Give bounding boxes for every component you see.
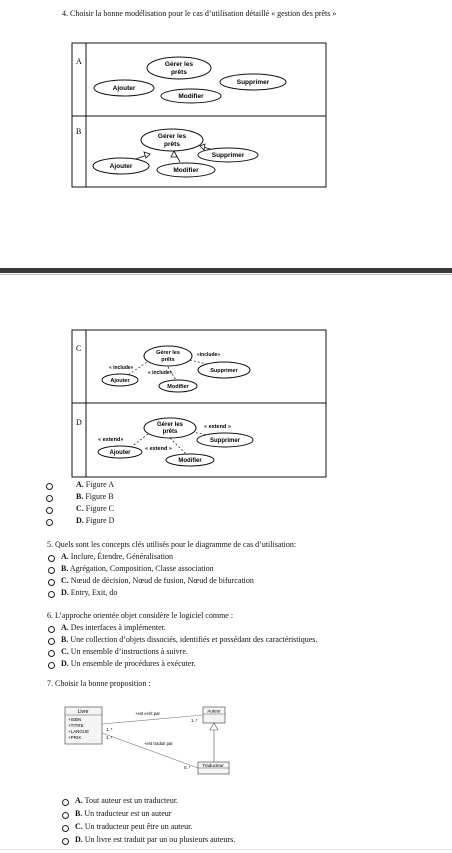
figure-d: [98, 418, 253, 466]
question-4-title: 4. Choisir la bonne modélisation pour le cas d’utilisation détaillé « gestion des prêts »: [62, 9, 337, 18]
svg-text:Gérer les: Gérer les: [156, 422, 184, 428]
q7-option-b-radio[interactable]: [62, 812, 69, 819]
q4-option-a[interactable]: A. Figure A: [76, 480, 115, 489]
figure-c: [102, 346, 250, 392]
q7-option-d-radio[interactable]: [62, 838, 69, 845]
assoc-est-ecrit-par: +est ecrit par: [135, 711, 160, 716]
svg-text:Modifier: Modifier: [167, 384, 189, 390]
q5-option-c[interactable]: C. Nœud de décision, Nœud de fusion, Nœud de bifurcation: [61, 576, 254, 585]
label-b: B: [76, 127, 82, 136]
q7-option-c-radio[interactable]: [62, 825, 69, 832]
svg-text:Supprimer: Supprimer: [209, 438, 241, 444]
attr-titre: +TITRE: [68, 723, 84, 728]
uml-class-diagram: [60, 700, 235, 788]
label-d: D: [76, 418, 82, 427]
attr-prix: +PRIX: [68, 735, 82, 740]
q5-option-c-radio[interactable]: [48, 579, 55, 586]
svg-text:Gérer les: Gérer les: [164, 61, 194, 68]
svg-text:Ajouter: Ajouter: [109, 450, 131, 456]
svg-text:Ajouter: Ajouter: [109, 163, 133, 170]
svg-text:prêts: prêts: [162, 429, 178, 435]
page-break-shadow: [0, 274, 452, 275]
svg-text:Modifier: Modifier: [173, 167, 199, 174]
q6-option-d[interactable]: D. Un ensemble de procédures à exécuter.: [61, 659, 196, 668]
multiplicity-1: 1..*: [191, 718, 198, 723]
multiplicity-2: 1..*: [106, 727, 113, 732]
figure-cd-table: [0, 320, 452, 480]
q4-option-b-radio[interactable]: [46, 495, 53, 502]
stereotype-extend-3: « extend »: [204, 424, 231, 430]
q5-option-d-radio[interactable]: [48, 591, 55, 598]
stereotype-extend-1: « extend»: [98, 437, 124, 443]
q7-option-a[interactable]: A. Tout auteur est un traducteur.: [75, 796, 179, 805]
stereotype-include-1: « include»: [109, 365, 134, 371]
q7-option-b[interactable]: B. Un traducteur est un auteur: [75, 809, 172, 818]
multiplicity-4: 0..*: [184, 765, 191, 770]
svg-text:Traducteur: Traducteur: [202, 763, 224, 768]
q4-option-c[interactable]: C. Figure C: [76, 504, 115, 513]
svg-text:Ajouter: Ajouter: [110, 378, 130, 384]
q5-option-b[interactable]: B. Agrégation, Composition, Classe association: [61, 564, 214, 573]
q6-option-b[interactable]: B. Une collection d’objets dissociés, identifiés et possédant des caractéristiques.: [61, 635, 318, 644]
svg-text:Modifier: Modifier: [178, 458, 202, 464]
svg-text:Ajouter: Ajouter: [112, 85, 136, 92]
stereotype-include-2: « include»: [148, 370, 173, 376]
usecase-gerer-c: [144, 346, 192, 366]
svg-text:Livre: Livre: [77, 709, 89, 715]
attr-isbn: +ISBN: [68, 717, 82, 722]
q5-option-a[interactable]: A. Inclure, Étendre, Généralisation: [61, 552, 173, 561]
q4-option-a-radio[interactable]: [46, 483, 53, 490]
q4-option-c-radio[interactable]: [46, 507, 53, 514]
stereotype-include-3: «include»: [197, 352, 221, 358]
q5-option-a-radio[interactable]: [48, 555, 55, 562]
svg-text:Supprimer: Supprimer: [236, 79, 270, 86]
label-c: C: [76, 344, 82, 353]
figure-a: [94, 57, 286, 103]
svg-text:Gérer les: Gérer les: [156, 350, 180, 356]
svg-text:Supprimer: Supprimer: [211, 152, 245, 159]
stereotype-extend-2: « extend »: [145, 446, 172, 452]
q4-option-b[interactable]: B. Figure B: [76, 492, 114, 501]
page-break: [0, 268, 452, 273]
q6-option-a-radio[interactable]: [48, 626, 55, 633]
svg-text:Supprimer: Supprimer: [210, 368, 238, 374]
q6-option-c-radio[interactable]: [48, 650, 55, 657]
usecase-gerer-d: [144, 418, 196, 438]
svg-text:Modifier: Modifier: [178, 93, 204, 100]
q6-option-d-radio[interactable]: [48, 662, 55, 669]
svg-text:Gérer les: Gérer les: [157, 133, 187, 140]
q6-option-a[interactable]: A. Des interfaces à implémenter.: [61, 623, 166, 632]
svg-text:prêts: prêts: [171, 69, 187, 76]
q4-option-d[interactable]: D. Figure D: [76, 516, 115, 525]
figure-ab-table: [0, 0, 452, 270]
bottom-divider: [0, 849, 452, 850]
svg-text:Auteur: Auteur: [207, 708, 221, 714]
q6-option-c[interactable]: C. Un ensemble d’instructions à suivre.: [61, 647, 188, 656]
q7-option-d[interactable]: D. Un livre est traduit par un ou plusieurs auteurs.: [75, 835, 236, 844]
svg-text:prêts: prêts: [161, 357, 175, 363]
svg-text:prêts: prêts: [164, 141, 180, 148]
q4-option-d-radio[interactable]: [46, 519, 53, 526]
figure-b: [93, 129, 258, 177]
label-a: A: [76, 57, 82, 66]
question-7-title: 7. Choisir la bonne proposition :: [47, 679, 151, 688]
q6-option-b-radio[interactable]: [48, 638, 55, 645]
assoc-est-traduit-par: +est traduit par: [144, 741, 173, 746]
attr-langue: +LANGUE: [68, 729, 90, 734]
q7-option-a-radio[interactable]: [62, 799, 69, 806]
q5-option-d[interactable]: D. Entry, Exit, do: [61, 588, 118, 597]
question-6-title: 6. L’approche orientée objet considère le logiciel comme :: [47, 611, 234, 620]
q5-option-b-radio[interactable]: [48, 567, 55, 574]
multiplicity-3: 1..*: [106, 735, 113, 740]
question-5-title: 5. Quels sont les concepts clés utilisés pour le diagramme de cas d’utilisation:: [47, 540, 297, 549]
q7-option-c[interactable]: C. Un traducteur peut être un auteur.: [75, 822, 193, 831]
